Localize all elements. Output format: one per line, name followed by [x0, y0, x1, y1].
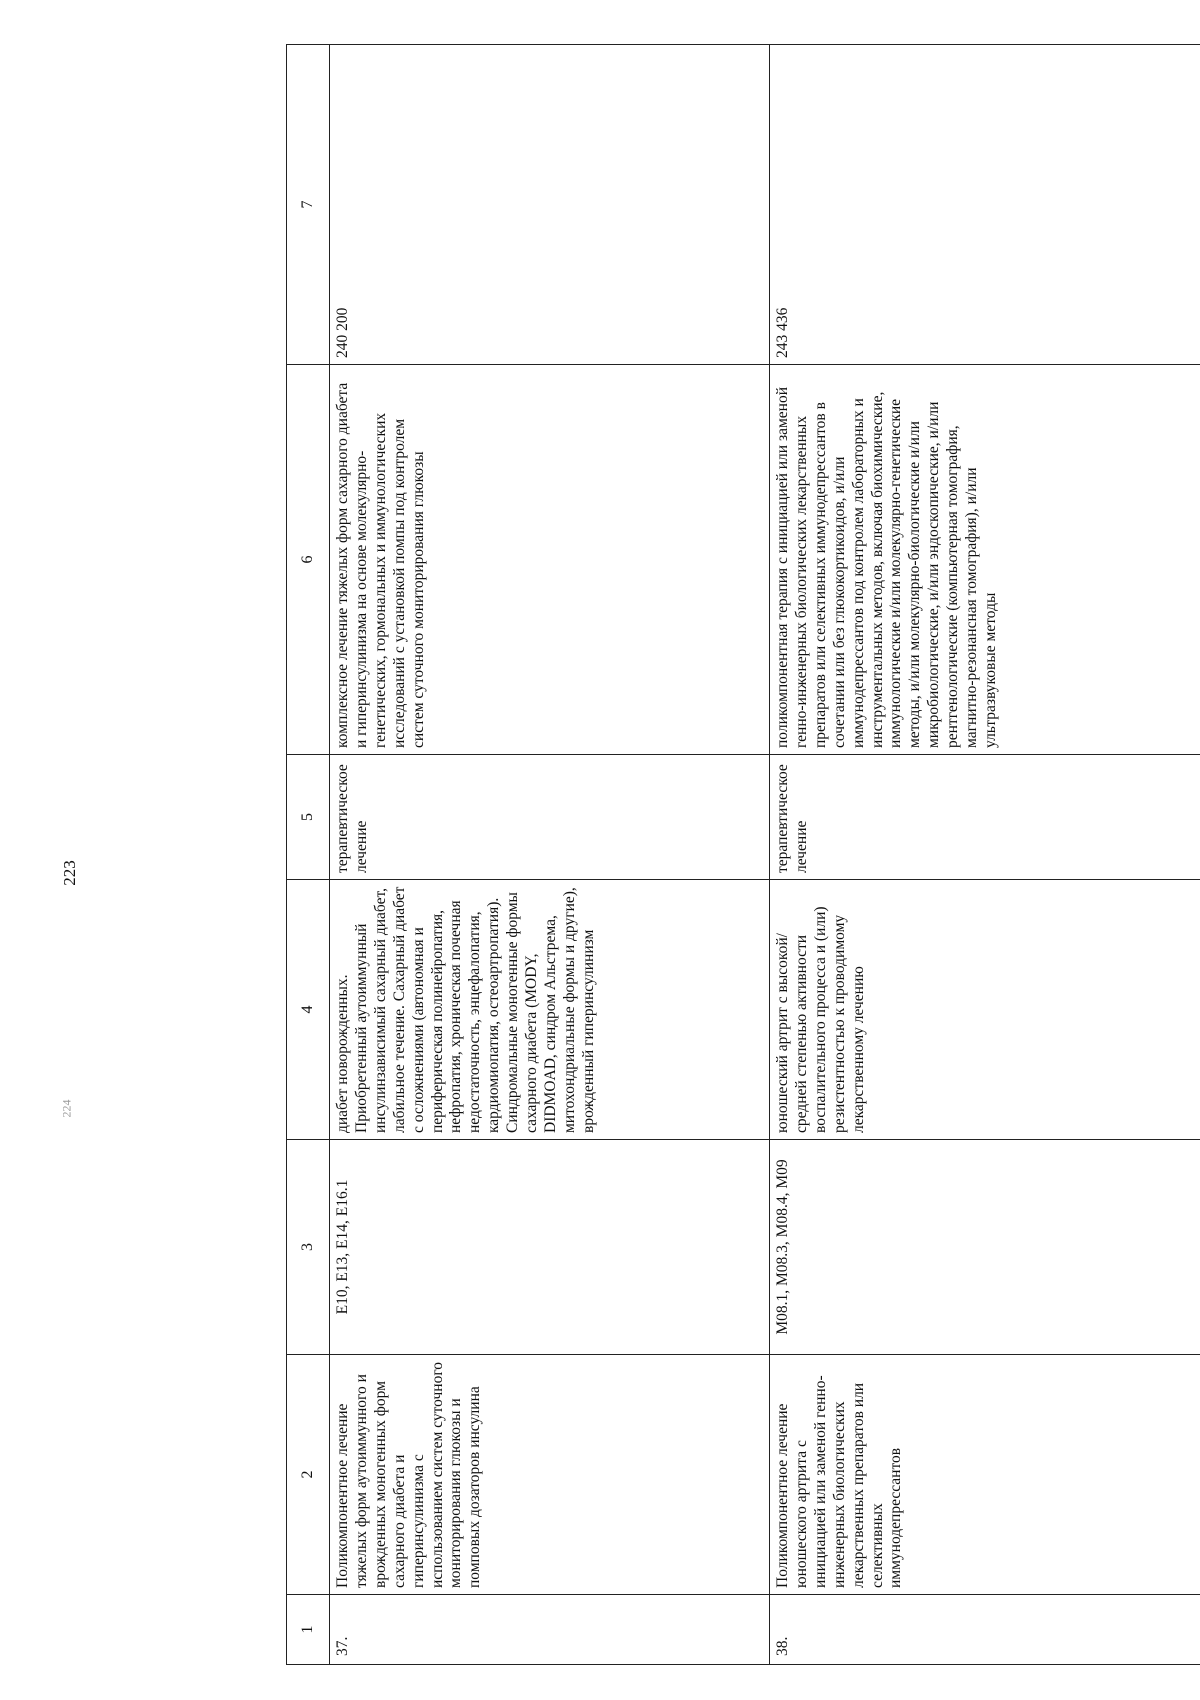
header-col-2: 2: [287, 1355, 330, 1595]
icd-codes: M08.1, M08.3, M08.4, M09: [770, 1140, 1200, 1355]
patient-model: юношеский артрит с высокой/средней степенью активности воспалительного процесса и (или) резистентностью к проводимому лекарственному лечению: [770, 880, 1200, 1140]
header-col-5: 5: [287, 755, 330, 880]
treatment-method: комплексное лечение тяжелых форм сахарного диабета и гиперинсулинизма на основе молекулярно-генетических, гормональных и иммунологических исследований с установкой помпы под контролем систем суточного мониторирования глюкозы: [330, 365, 770, 755]
header-col-4: 4: [287, 880, 330, 1140]
row-number: 38.: [770, 1595, 1200, 1665]
rotated-table-wrapper: [286, 45, 1200, 1665]
cost: 243 436: [770, 45, 1200, 365]
header-row: [287, 45, 330, 1665]
header-col-7: 7: [287, 45, 330, 365]
treatment-type: терапевтическое лечение: [330, 755, 770, 880]
treatment-name: Поликомпонентное лечение юношеского артрита с инициацией или заменой генно-инженерных биологических лекарственных препаратов или селективных иммунодепрессантов: [770, 1355, 1200, 1595]
patient-model: диабет новорожденных. Приобретенный аутоиммунный инсулинзависимый сахарный диабет, лабильное течение. Сахарный диабет с осложнениями (автономная и периферическая полинейропатия, нефропатия, хроническая почечная недостаточность, энцефалопатия, кардиомиопатия, остеоартропатия). Синдромальные моногенные формы сахарного диабета (MODY, DIDMOAD, синдром Альстрема, митохондриальные формы и другие), врожденный гиперинсулинизм: [330, 880, 770, 1140]
treatment-name: Поликомпонентное лечение тяжелых форм аутоиммунного и врожденных моногенных форм сахарного диабета и гиперинсулинизма с использованием систем суточного мониторирования глюкозы и помповых дозаторов инсулина: [330, 1355, 770, 1595]
page-number: 223: [60, 860, 79, 886]
row-number: 37.: [330, 1595, 770, 1665]
icd-codes: E10, E13, E14, E16.1: [330, 1140, 770, 1355]
treatment-type: терапевтическое лечение: [770, 755, 1200, 880]
header-col-6: 6: [287, 365, 330, 755]
cost: 240 200: [330, 45, 770, 365]
header-col-3: 3: [287, 1140, 330, 1355]
treatment-method: поликомпонентная терапия с инициацией или заменой генно-инженерных биологических лекарственных препаратов или селективных иммунодепрессантов в сочетании или без глюкокортикоидов, и/или иммунодепрессантов под контролем лабораторных и инструментальных методов, включая биохимические, иммунологические и/или молекулярно-генетические методы, и/или молекулярно-биологические и/или микробиологические, и/или эндоскопические, и/или рентгенологические (компьютерная томография, магнитно-резонансная томография), и/или ультразвуковые методы: [770, 365, 1200, 755]
table-row: [770, 45, 1200, 1665]
page-stamp: 224: [59, 1099, 74, 1118]
medical-care-table: [286, 44, 1200, 1665]
table-row: [330, 45, 770, 1665]
header-col-1: 1: [287, 1595, 330, 1665]
